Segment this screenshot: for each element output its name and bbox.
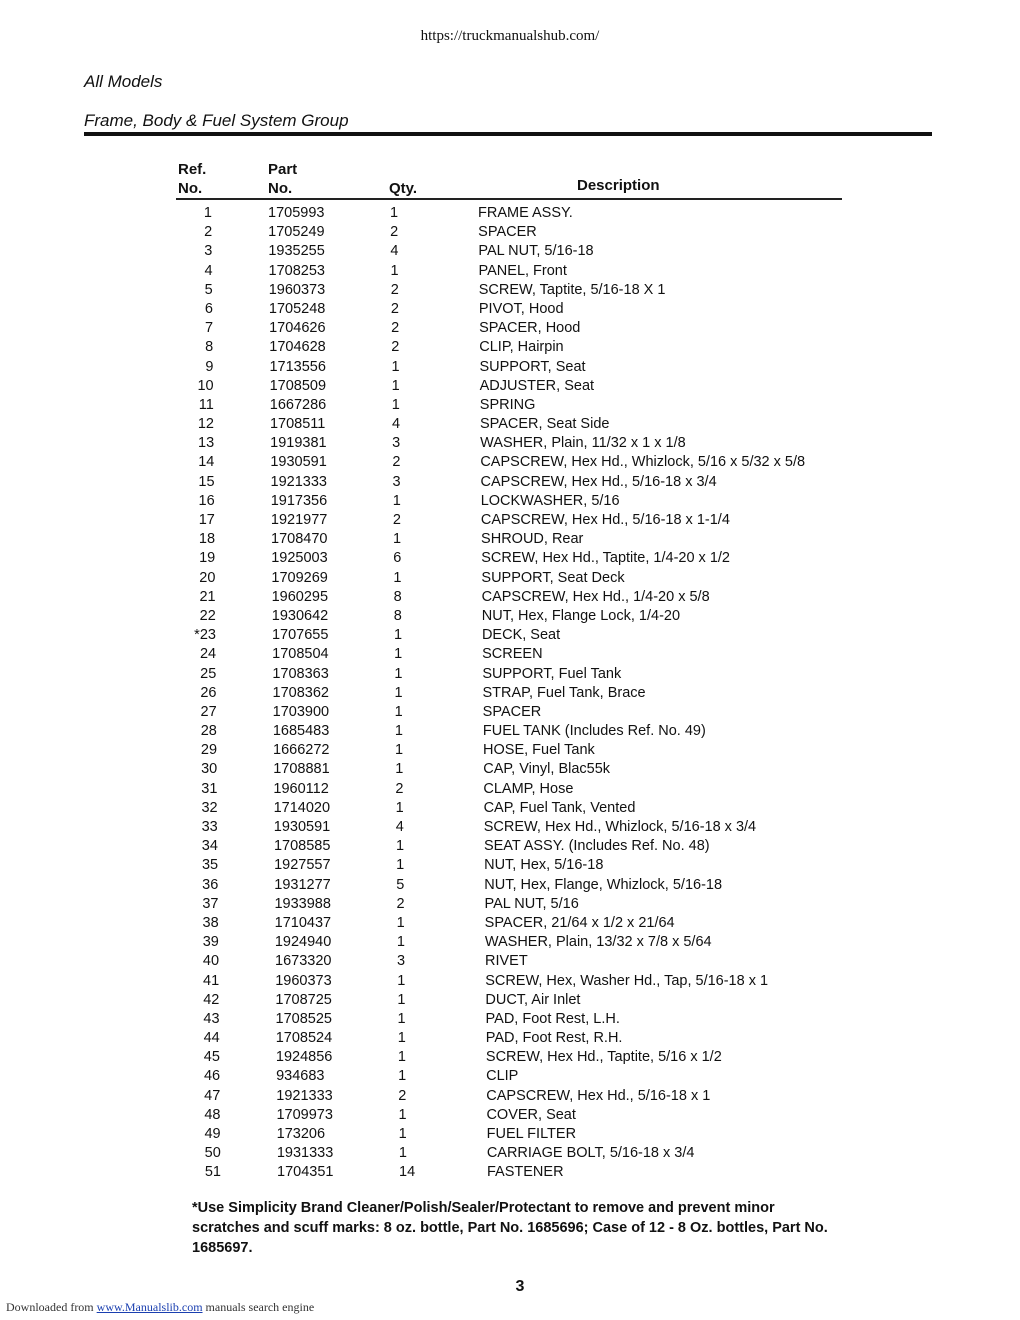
- qty-cell: 1: [392, 492, 401, 509]
- qty-cell: 1: [396, 857, 405, 874]
- part-no-cell: 1708363: [272, 665, 329, 682]
- table-row: [184, 1010, 856, 1029]
- ref-cell: 2: [204, 224, 213, 241]
- description-cell: CLIP, Hairpin: [479, 339, 564, 356]
- table-row: [182, 876, 856, 895]
- description-cell: CARRIAGE BOLT, 5/16-18 x 3/4: [486, 1145, 695, 1162]
- qty-cell: 3: [397, 953, 406, 970]
- part-no-cell: 1705248: [268, 300, 326, 317]
- description-cell: FRAME ASSY.: [478, 205, 573, 221]
- cleaner-note: *Use Simplicity Brand Cleaner/Polish/Sealer/Protectant to remove and prevent minor scratches and scuff marks: 8 oz. bottle, Part No. 1685696; Case of 12 - 8 Oz. bottles, Part No. 1685697.: [192, 1200, 828, 1256]
- table-row: [179, 473, 856, 492]
- table-row: [180, 645, 856, 664]
- description-cell: SPACER, Seat Side: [479, 416, 610, 433]
- ref-cell: 26: [200, 684, 217, 701]
- table-row: [181, 722, 856, 741]
- table-row: [183, 933, 856, 952]
- description-cell: COVER, Seat: [486, 1106, 576, 1123]
- ref-cell: 7: [205, 320, 214, 337]
- table-row: [177, 319, 856, 338]
- qty-cell: 1: [393, 569, 402, 586]
- part-no-cell: 1710437: [274, 914, 332, 931]
- table-row: [182, 837, 856, 856]
- part-no-cell: 1708253: [268, 262, 325, 279]
- description-cell: PAD, Foot Rest, R.H.: [485, 1030, 623, 1047]
- ref-cell: 14: [198, 454, 215, 471]
- table-row: [184, 1106, 856, 1125]
- table-row: [178, 396, 856, 415]
- description-cell: WASHER, Plain, 13/32 x 7/8 x 5/64: [484, 934, 712, 951]
- ref-cell: 35: [201, 857, 219, 874]
- ref-cell: *23: [194, 627, 216, 644]
- part-no-cell: 1667286: [269, 396, 327, 413]
- ref-cell: 16: [198, 492, 215, 509]
- ref-cell: 15: [198, 473, 215, 490]
- part-no-cell: 1931277: [274, 876, 331, 893]
- ref-cell: 31: [201, 780, 218, 797]
- table-row: [178, 453, 856, 472]
- qty-cell: 2: [390, 224, 399, 241]
- qty-cell: 1: [398, 1145, 407, 1162]
- col-header-part-line2: No.: [268, 180, 293, 197]
- table-row: [182, 856, 856, 875]
- source-url: https://truckmanualshub.com/: [420, 28, 600, 44]
- table-row: [181, 684, 857, 703]
- description-cell: PANEL, Front: [478, 262, 567, 279]
- qty-cell: 1: [395, 799, 404, 816]
- table-row: [179, 492, 856, 511]
- qty-cell: 1: [394, 684, 403, 701]
- qty-cell: 2: [395, 780, 404, 797]
- description-cell: PIVOT, Hood: [478, 300, 564, 317]
- ref-cell: 29: [200, 742, 218, 759]
- description-cell: SUPPORT, Seat: [479, 358, 586, 375]
- description-cell: FUEL FILTER: [486, 1126, 577, 1142]
- col-header-qty: Qty.: [389, 180, 418, 197]
- ref-cell: 21: [199, 588, 216, 605]
- description-cell: CAP, Vinyl, Blac55k: [483, 761, 611, 778]
- table-row: [176, 204, 856, 223]
- description-cell: STRAP, Fuel Tank, Brace: [482, 684, 646, 701]
- description-cell: ADJUSTER, Seat: [479, 377, 595, 394]
- description-cell: CLAMP, Hose: [483, 780, 574, 797]
- qty-cell: 1: [398, 1126, 407, 1142]
- description-cell: PAL NUT, 5/16: [484, 895, 579, 912]
- part-no-cell: 1708725: [275, 991, 332, 1008]
- part-no-cell: 1713556: [269, 358, 326, 375]
- qty-cell: 1: [393, 531, 402, 548]
- ref-cell: 8: [205, 339, 214, 356]
- ref-cell: 36: [202, 876, 219, 893]
- part-no-cell: 1666272: [273, 742, 330, 759]
- part-no-cell: 1927557: [274, 857, 331, 874]
- ref-cell: 34: [201, 838, 218, 855]
- part-no-cell: 1925003: [271, 550, 328, 567]
- download-footer: [6, 1300, 314, 1315]
- qty-cell: 1: [391, 358, 400, 375]
- description-cell: DECK, Seat: [481, 627, 561, 644]
- description-cell: SCREW, Hex Hd., Taptite, 5/16 x 1/2: [485, 1049, 722, 1066]
- description-cell: SPACER: [478, 224, 537, 241]
- part-no-cell: 1705249: [268, 224, 325, 241]
- qty-cell: 1: [395, 761, 404, 778]
- table-row: [179, 549, 856, 568]
- header-rule: [176, 198, 842, 200]
- description-cell: SUPPORT, Fuel Tank: [482, 665, 622, 682]
- table-row: [182, 818, 856, 837]
- part-no-cell: 1714020: [273, 799, 331, 816]
- part-no-cell: 1708881: [273, 761, 330, 778]
- qty-cell: 1: [391, 396, 400, 413]
- table-row: [178, 434, 856, 453]
- description-cell: SUPPORT, Seat Deck: [481, 569, 625, 586]
- table-row: [181, 703, 856, 722]
- heading-group-title: Frame, Body & Fuel System Group: [84, 111, 349, 130]
- part-no-cell: 1917356: [270, 492, 328, 509]
- description-cell: SCREEN: [482, 646, 543, 663]
- qty-cell: 2: [391, 320, 400, 337]
- description-cell: CAPSCREW, Hex Hd., 5/16-18 x 1-1/4: [480, 512, 730, 528]
- ref-cell: 25: [200, 665, 217, 682]
- qty-cell: 1: [394, 646, 403, 663]
- table-row: [180, 588, 856, 607]
- part-no-cell: 1685483: [272, 723, 330, 740]
- part-no-cell: 1708362: [272, 684, 329, 701]
- ref-cell: 41: [203, 972, 220, 989]
- qty-cell: 1: [390, 205, 399, 221]
- table-row: [179, 511, 856, 530]
- description-cell: NUT, Hex, Flange Lock, 1/4-20: [481, 607, 681, 624]
- description-cell: SCREW, Hex Hd., Taptite, 1/4-20 x 1/2: [481, 550, 730, 567]
- ref-cell: 38: [202, 914, 219, 931]
- description-cell: CAPSCREW, Hex Hd., 5/16-18 x 3/4: [480, 473, 717, 490]
- part-no-cell: 1919381: [270, 435, 327, 452]
- qty-cell: 1: [391, 377, 400, 394]
- qty-cell: 1: [394, 665, 403, 682]
- qty-cell: 1: [397, 972, 406, 989]
- table-row: [184, 1048, 856, 1067]
- ref-cell: 1: [203, 205, 212, 221]
- ref-cell: 6: [204, 300, 213, 317]
- description-cell: CLIP: [486, 1068, 519, 1085]
- table-row: [181, 741, 856, 760]
- table-row: [180, 665, 856, 684]
- ref-cell: 3: [204, 243, 213, 260]
- ref-cell: 32: [201, 799, 218, 816]
- part-no-cell: 1930591: [270, 454, 327, 471]
- part-no-cell: 1708525: [275, 1010, 332, 1027]
- description-cell: RIVET: [485, 953, 528, 970]
- part-no-cell: 1921333: [276, 1087, 333, 1104]
- table-row: [177, 338, 856, 357]
- part-no-cell: 1960112: [273, 780, 329, 797]
- ref-cell: 9: [205, 358, 214, 375]
- description-cell: PAD, Foot Rest, L.H.: [485, 1010, 620, 1027]
- table-row: [176, 242, 856, 261]
- ref-cell: 49: [204, 1126, 221, 1142]
- part-no-cell: 1921333: [270, 473, 327, 490]
- table-row: [180, 626, 856, 645]
- ref-cell: 39: [202, 934, 219, 951]
- qty-cell: 4: [390, 243, 399, 260]
- table-row: [181, 780, 856, 799]
- qty-cell: 1: [396, 934, 405, 951]
- footer-prefix: Downloaded from: [6, 1300, 97, 1314]
- description-cell: SPACER, Hood: [479, 320, 581, 337]
- qty-cell: 1: [398, 1068, 407, 1085]
- table-row: [183, 991, 856, 1010]
- ref-cell: 5: [204, 281, 213, 298]
- part-no-cell: 1707655: [271, 627, 329, 644]
- table-row: [185, 1125, 856, 1144]
- description-cell: CAPSCREW, Hex Hd., 1/4-20 x 5/8: [481, 588, 710, 605]
- part-no-cell: 1921977: [270, 512, 328, 528]
- table-row: [184, 1087, 856, 1106]
- qty-cell: 2: [390, 281, 399, 298]
- description-cell: FUEL TANK (Includes Ref. No. 49): [482, 723, 706, 740]
- qty-cell: 1: [390, 262, 399, 279]
- part-no-cell: 1709973: [276, 1106, 333, 1123]
- ref-cell: 46: [203, 1068, 221, 1085]
- col-header-description: Description: [577, 177, 660, 194]
- col-header-ref: [178, 160, 206, 198]
- ref-cell: 40: [202, 953, 220, 970]
- table-row: [179, 569, 856, 588]
- part-no-cell: 173206: [276, 1126, 326, 1142]
- ref-cell: 51: [204, 1164, 221, 1181]
- part-no-cell: 1960373: [268, 281, 326, 298]
- description-cell: SEAT ASSY. (Includes Ref. No. 48): [483, 838, 710, 855]
- qty-cell: 3: [392, 473, 401, 490]
- table-row: [181, 760, 856, 779]
- parts-table: [176, 204, 856, 1183]
- description-cell: SPRING: [479, 396, 536, 413]
- ref-cell: 48: [204, 1106, 221, 1123]
- description-cell: NUT, Hex, 5/16-18: [484, 857, 604, 874]
- qty-cell: 14: [399, 1164, 416, 1181]
- ref-cell: 44: [203, 1030, 220, 1047]
- qty-cell: 5: [396, 876, 405, 893]
- qty-cell: 1: [394, 703, 403, 720]
- qty-cell: 1: [397, 991, 406, 1008]
- part-no-cell: 1935255: [268, 243, 325, 260]
- qty-cell: 1: [395, 742, 404, 759]
- table-row: [179, 530, 856, 549]
- table-row: [184, 1067, 856, 1086]
- manualslib-link[interactable]: www.Manualslib.com: [96, 1300, 203, 1314]
- part-no-cell: 1933988: [274, 895, 331, 912]
- ref-cell: 20: [199, 569, 216, 586]
- part-no-cell: 1931333: [276, 1145, 334, 1162]
- ref-cell: 45: [203, 1049, 220, 1066]
- description-cell: SHROUD, Rear: [481, 531, 584, 548]
- ref-cell: 13: [198, 435, 215, 452]
- part-no-cell: 1708511: [269, 416, 326, 433]
- table-row: [185, 1163, 856, 1182]
- ref-cell: 24: [199, 646, 217, 663]
- qty-cell: 1: [397, 1010, 406, 1027]
- table-row: [180, 607, 856, 626]
- description-cell: SCREW, Hex Hd., Whizlock, 5/16-18 x 3/4: [483, 819, 757, 835]
- part-no-cell: 1705993: [268, 205, 325, 221]
- ref-cell: 12: [197, 416, 214, 433]
- table-row: [177, 262, 856, 281]
- part-no-cell: 1930591: [273, 819, 331, 835]
- part-no-cell: 1703900: [272, 703, 330, 720]
- ref-cell: 30: [201, 761, 218, 778]
- part-no-cell: 1960295: [271, 588, 329, 605]
- description-cell: WASHER, Plain, 11/32 x 1 x 1/8: [480, 435, 686, 452]
- part-no-cell: 1708585: [273, 838, 331, 855]
- description-cell: SCREW, Taptite, 5/16-18 X 1: [478, 281, 666, 298]
- part-no-cell: 1924856: [275, 1049, 333, 1066]
- qty-cell: 8: [393, 607, 402, 624]
- description-cell: CAPSCREW, Hex Hd., Whizlock, 5/16 x 5/32 x 5/8: [480, 454, 806, 471]
- qty-cell: 2: [391, 339, 400, 356]
- qty-cell: 8: [393, 588, 402, 605]
- qty-cell: 2: [392, 454, 401, 471]
- footer-suffix: manuals search engine: [202, 1300, 315, 1314]
- ref-cell: 33: [201, 819, 218, 835]
- table-row: [182, 895, 856, 914]
- qty-cell: 1: [397, 1030, 406, 1047]
- part-no-cell: 1930642: [271, 607, 329, 624]
- description-cell: NUT, Hex, Flange, Whizlock, 5/16-18: [484, 876, 723, 893]
- part-no-cell: 1704626: [269, 320, 326, 337]
- ref-cell: 22: [199, 607, 216, 624]
- qty-cell: 4: [391, 416, 401, 433]
- table-row: [185, 1144, 856, 1163]
- table-row: [177, 300, 856, 319]
- table-row: [178, 377, 856, 396]
- table-row: [178, 415, 856, 434]
- ref-cell: 18: [198, 531, 216, 548]
- description-cell: CAPSCREW, Hex Hd., 5/16-18 x 1: [486, 1087, 711, 1104]
- description-cell: SPACER, 21/64 x 1/2 x 21/64: [484, 914, 675, 931]
- table-row: [183, 952, 856, 971]
- col-header-ref-line1: Ref.: [178, 161, 207, 178]
- table-row: [177, 281, 856, 300]
- ref-cell: 27: [200, 703, 217, 720]
- description-cell: SPACER: [482, 703, 542, 720]
- part-no-cell: 1708524: [275, 1030, 333, 1047]
- heading-all-models: All Models: [84, 72, 163, 91]
- table-row: [183, 972, 856, 991]
- table-row: [177, 358, 856, 377]
- ref-cell: 10: [197, 377, 214, 394]
- description-cell: FASTENER: [487, 1164, 564, 1181]
- description-cell: SCREW, Hex, Washer Hd., Tap, 5/16-18 x 1: [485, 972, 769, 989]
- ref-cell: 43: [203, 1010, 220, 1027]
- description-cell: PAL NUT, 5/16-18: [478, 243, 594, 260]
- part-no-cell: 1704351: [277, 1164, 334, 1181]
- qty-cell: 1: [398, 1106, 407, 1123]
- part-no-cell: 1708470: [271, 531, 328, 548]
- description-cell: CAP, Fuel Tank, Vented: [483, 799, 636, 816]
- part-no-cell: 1924940: [274, 934, 332, 951]
- part-no-cell: 1704628: [269, 339, 326, 356]
- ref-cell: 47: [204, 1087, 221, 1104]
- qty-cell: 2: [392, 512, 401, 528]
- qty-cell: 1: [394, 723, 403, 740]
- page-number: 3: [515, 1278, 525, 1295]
- part-no-cell: 1708509: [269, 377, 327, 394]
- table-row: [176, 223, 856, 242]
- ref-cell: 50: [204, 1145, 221, 1162]
- ref-cell: 17: [198, 512, 215, 528]
- ref-cell: 4: [204, 262, 213, 279]
- qty-cell: 1: [396, 914, 405, 931]
- description-cell: HOSE, Fuel Tank: [483, 742, 595, 759]
- heading-rule: [84, 132, 932, 136]
- ref-cell: 11: [198, 396, 214, 413]
- part-no-cell: 1708504: [272, 646, 329, 663]
- qty-cell: 1: [397, 1049, 406, 1066]
- table-row: [183, 914, 856, 933]
- part-no-cell: 1709269: [271, 569, 328, 586]
- ref-cell: 28: [200, 723, 217, 740]
- qty-cell: 3: [392, 435, 401, 452]
- part-no-cell: 1673320: [275, 953, 332, 970]
- col-header-part: [268, 160, 297, 198]
- ref-cell: 19: [199, 550, 216, 567]
- table-row: [182, 799, 856, 818]
- description-cell: LOCKWASHER, 5/16: [480, 492, 620, 509]
- qty-cell: 1: [395, 838, 405, 855]
- table-row: [184, 1029, 856, 1048]
- part-no-cell: 934683: [276, 1068, 325, 1085]
- qty-cell: 2: [396, 895, 405, 912]
- qty-cell: 4: [395, 819, 404, 835]
- ref-cell: 42: [203, 991, 220, 1008]
- part-no-cell: 1960373: [275, 972, 332, 989]
- qty-cell: 2: [390, 300, 399, 317]
- qty-cell: 2: [398, 1087, 407, 1104]
- col-header-ref-line2: No.: [178, 180, 203, 197]
- col-header-part-line1: Part: [268, 161, 298, 178]
- ref-cell: 37: [202, 895, 219, 912]
- qty-cell: 6: [393, 550, 402, 567]
- qty-cell: 1: [393, 627, 403, 644]
- description-cell: DUCT, Air Inlet: [485, 991, 581, 1008]
